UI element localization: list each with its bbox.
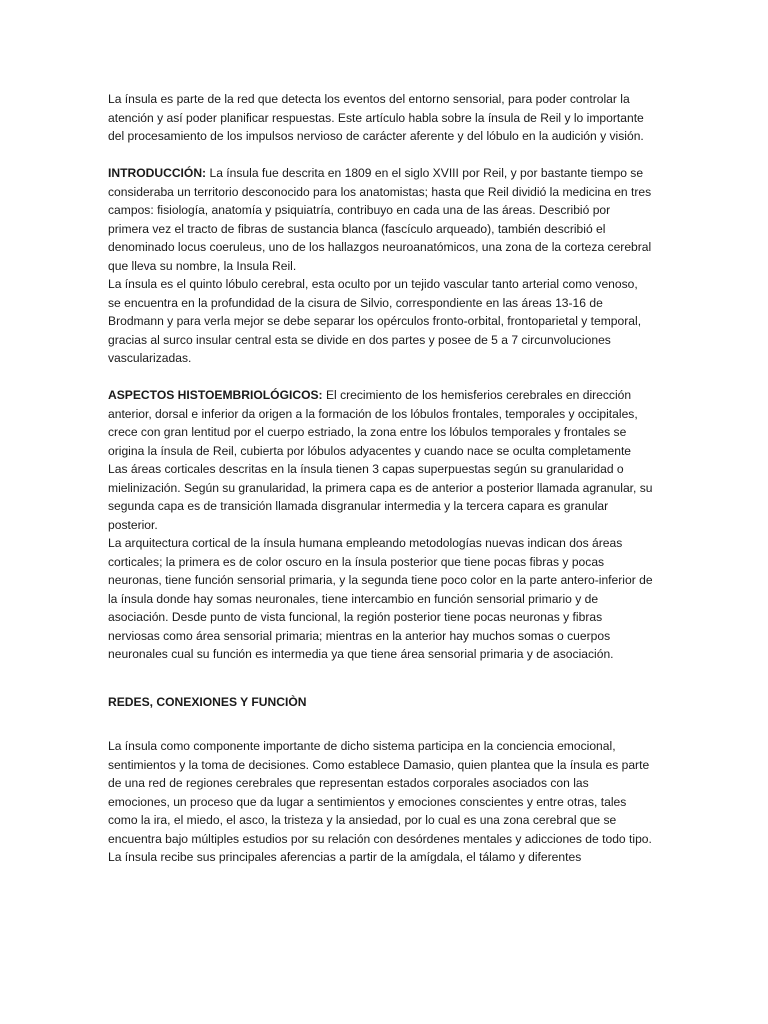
spacer [108, 664, 653, 693]
spacer [108, 146, 653, 165]
histo-heading: ASPECTOS HISTOEMBRIOLÓGICOS: [108, 388, 323, 402]
document-page [108, 90, 653, 867]
redes-heading: REDES, CONEXIONES Y FUNCIÒN [108, 694, 307, 709]
spacer [108, 711, 653, 737]
histo-paragraph-3: La arquitectura cortical de la ínsula humana empleando metodologías nuevas indican dos áreas corticales; la primera es de color oscuro en la ínsula posterior que tiene pocas fibras y pocas neuronas, tiene función sensorial primaria, y la segunda tiene poco color en la parte antero-inferior de la ínsula donde hay somas neuronales, tiene intercambio en función sensorial primario y de asociación. Desde punto de vista funcional, la región posterior tiene pocas neuronas y fibras nerviosas como área sensorial primaria; mientras en la anterior hay muchos somas o cuerpos neuronales cual su función es intermedia ya que tiene área sensorial primaria y de asociación. [108, 536, 653, 661]
histo-paragraph-2: Las áreas corticales descritas en la ínsula tienen 3 capas superpuestas según su granularidad o mielinización. Según su granularidad, la primera capa es de anterior a posterior llamada agranular, su segunda capa es de transición llamada disgranular intermedia y la tercera capara es granular posterior. [108, 462, 653, 532]
histo-paragraph [108, 386, 653, 460]
introduccion-paragraph-2: La ínsula es el quinto lóbulo cerebral, esta oculto por un tejido vascular tanto arterial como venoso, se encuentra en la profundidad de la cisura de Silvio, correspondiente en las áreas 13-16 de Brodmann y para verla mejor se debe separar los opérculos fronto-orbital, frontoparietal y temporal, gracias al surco insular central esta se divide en dos partes y posee de 5 a 7 circunvoluciones vascularizadas. [108, 277, 642, 365]
introduccion-text: La ínsula fue descrita en 1809 en el siglo XVIII por Reil, y por bastante tiempo se consideraba un territorio desconocido para los anatomistas; hasta que Reil dividió la medicina en tres campos: fisiología, anatomía y psiquiatría, contribuyo en cada una de las áreas. Describió por primera vez el tracto de fibras de sustancia blanca (fascículo arqueado), también describió el denominado locus coeruleus, uno de los hallazgos neuroanatómicos, una zona de la corteza cerebral que lleva su nombre, la Insula Reil. [108, 166, 652, 273]
redes-paragraph: La ínsula como componente importante de dicho sistema participa en la conciencia emocional, sentimientos y la toma de decisiones. Como establece Damasio, quien plantea que la ínsula es parte de una red de regiones cerebrales que representan estados corporales asociados con las emociones, un proceso que da lugar a sentimientos y emociones conscientes y entre otras, tales como la ira, el miedo, el asco, la tristeza y la ansiedad, por lo cual es una zona cerebral que se encuentra bajo múltiples estudios por su relación con desórdenes mentales y adicciones de todo tipo. La ínsula recibe sus principales aferencias a partir de la amígdala, el tálamo y diferentes [108, 739, 652, 864]
introduccion-heading: INTRODUCCIÓN: [108, 166, 207, 180]
histo-text: El crecimiento de los hemisferios cerebrales en dirección anterior, dorsal e inferior da origen a la formación de los lóbulos frontales, temporales y occipitales, crece con gran lentitud por el cuerpo estriado, la zona entre los lóbulos temporales y frontales se origina la ínsula de Reil, cubierta por lóbulos adyacentes y cuando nace se oculta completamente [108, 388, 638, 458]
introduccion-paragraph [108, 164, 653, 275]
intro-paragraph: La ínsula es parte de la red que detecta los eventos del entorno sensorial, para poder controlar la atención y así poder planificar respuestas. Este artículo habla sobre la ínsula de Reil y lo importante del procesamiento de los impulsos nervioso de carácter aferente y del lóbulo en la audición y visión. [108, 92, 644, 143]
spacer [108, 368, 653, 387]
